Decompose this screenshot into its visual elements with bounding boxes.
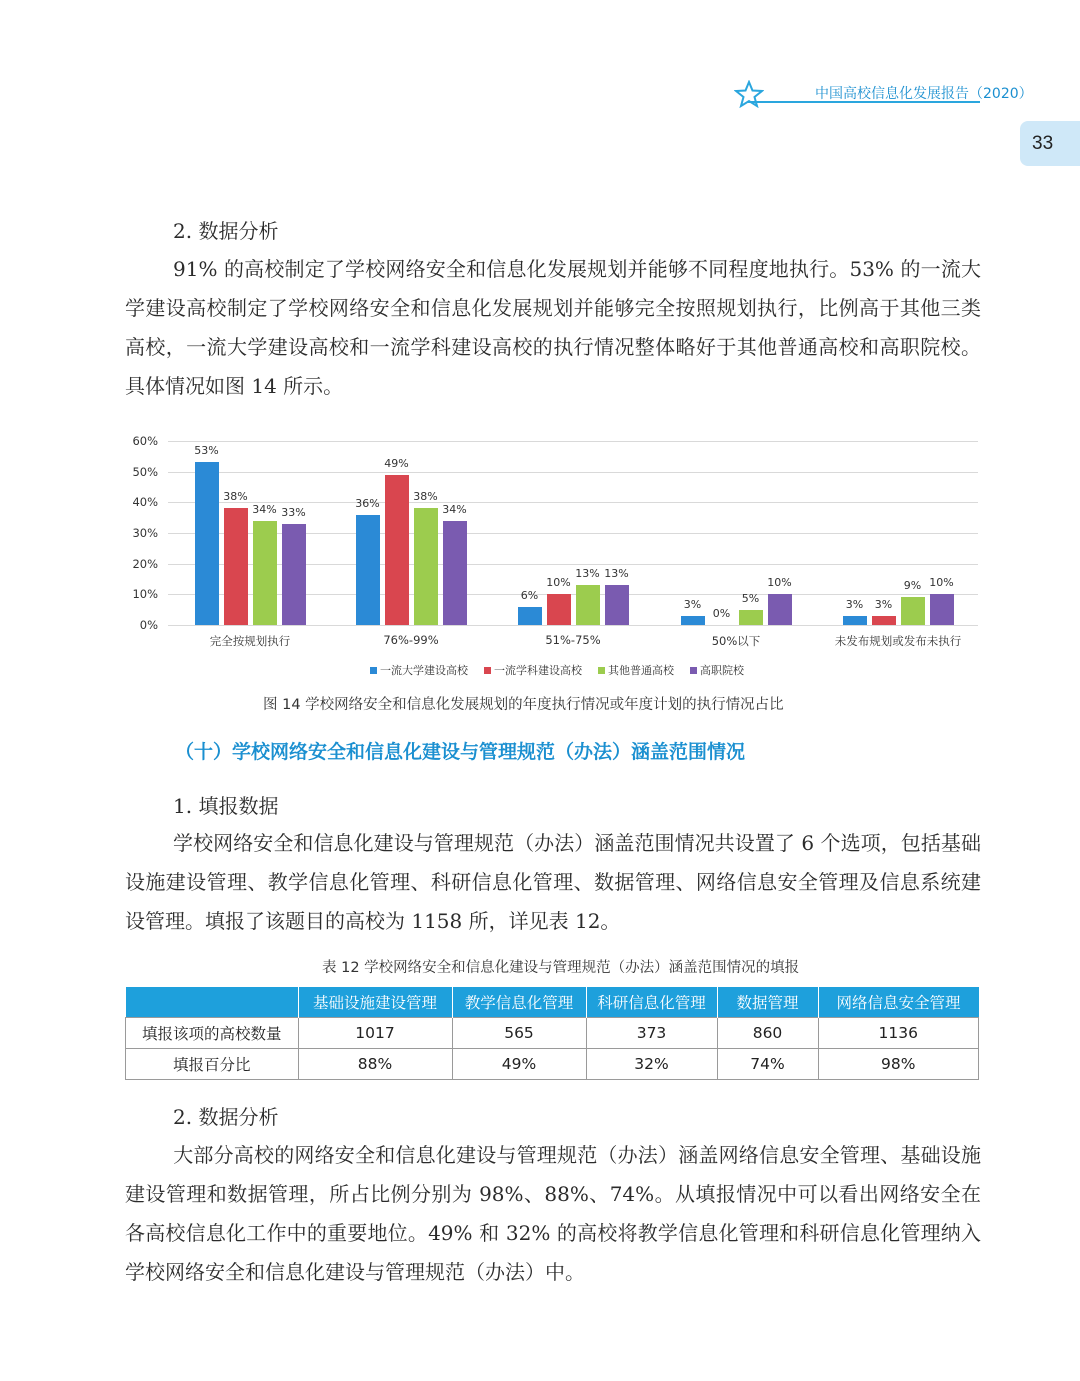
- table-cell: 49%: [452, 1049, 586, 1080]
- bar-value-label: 36%: [355, 496, 380, 510]
- chart-bar: [224, 508, 248, 625]
- bar-value-label: 9%: [903, 579, 922, 593]
- chart-bar: [356, 515, 380, 625]
- legend-item: [598, 662, 674, 678]
- bar-value-label: 3%: [874, 597, 893, 611]
- paragraph-text: 91% 的高校制定了学校网络安全和信息化发展规划并能够不同程度地执行。53% 的一流大学建设高校制定了学校网络安全和信息化发展规划并能够完全按照规划执行，比例高于其他三类高校，一流大学建设高校和一流学科建设高校的执行情况整体略好于其他普通高校和高职院校。具体情况如图 14 所示。: [125, 257, 981, 398]
- chart-bar: [282, 524, 306, 625]
- bar-value-label: 6%: [520, 588, 539, 602]
- star-icon: [734, 80, 764, 108]
- figure-caption: 图 14 学校网络安全和信息化发展规划的年度执行情况或年度计划的执行情况占比: [263, 697, 784, 713]
- table-cell: 565: [452, 1018, 586, 1049]
- paragraph-text: 学校网络安全和信息化建设与管理规范（办法）涵盖范围情况共设置了 6 个选项，包括基础设施建设管理、教学信息化管理、科研信息化管理、数据管理、网络信息安全管理及信息系统建设管理。填报了该题目的高校为 1158 所，详见表 12。: [125, 831, 981, 933]
- legend-item: [370, 662, 468, 678]
- chart-bar: [195, 462, 219, 625]
- table-cell: 98%: [818, 1049, 979, 1080]
- y-tick-label: 40%: [132, 495, 158, 510]
- table-cell: 373: [586, 1018, 717, 1049]
- table-header-cell: 科研信息化管理: [586, 987, 717, 1018]
- gridline: [168, 625, 978, 626]
- chart-bar: [576, 585, 600, 625]
- chart-bar: [518, 607, 542, 625]
- page-number: 33: [1020, 121, 1080, 166]
- chart-bar: [768, 594, 792, 625]
- x-category-label: 50%以下: [711, 634, 761, 648]
- table-cell: 1017: [298, 1018, 452, 1049]
- bar-value-label: 3%: [845, 597, 864, 611]
- table-caption: 表 12 学校网络安全和信息化建设与管理规范（办法）涵盖范围情况的填报: [322, 960, 800, 976]
- bar-value-label: 34%: [252, 502, 277, 516]
- bar-value-label: 10%: [767, 576, 792, 590]
- table-header-cell: [126, 987, 299, 1018]
- bar-value-label: 5%: [741, 591, 760, 605]
- bar-value-label: 0%: [712, 607, 731, 620]
- x-category-label: 未发布规划或发布未执行: [834, 634, 962, 648]
- coverage-table: [125, 987, 979, 1080]
- section-title: （十）学校网络安全和信息化建设与管理规范（办法）涵盖范围情况: [175, 741, 746, 763]
- chart-bar: [901, 597, 925, 625]
- bar-value-label: 38%: [413, 490, 438, 504]
- bar-value-label: 13%: [604, 567, 629, 581]
- legend-swatch-icon: [690, 667, 697, 674]
- paragraph-text: 大部分高校的网络安全和信息化建设与管理规范（办法）涵盖网络信息安全管理、基础设施建设管理和数据管理，所占比例分别为 98%、88%、74%。从填报情况中可以看出网络安全在各高校信息化工作中的重要地位。49% 和 32% 的高校将教学信息化管理和科研信息化管理纳入学校网络安全和信息化建设与管理规范（办法）中。: [125, 1143, 981, 1284]
- subheading-data-analysis-2: 2. 数据分析: [173, 1105, 279, 1129]
- y-tick-label: 10%: [132, 587, 158, 602]
- chart-bar: [443, 521, 467, 625]
- table-cell: 860: [717, 1018, 818, 1049]
- chart-bar: [605, 585, 629, 625]
- table-header-cell: 数据管理: [717, 987, 818, 1018]
- bar-value-label: 10%: [929, 576, 954, 590]
- table-cell: 1136: [818, 1018, 979, 1049]
- gridline: [168, 472, 978, 473]
- gridline: [168, 441, 978, 442]
- table-header-cell: 网络信息安全管理: [818, 987, 979, 1018]
- paragraph-analysis-2: [125, 1136, 981, 1292]
- chart-bar: [843, 616, 867, 625]
- legend-label: 一流学科建设高校: [494, 664, 582, 677]
- bar-value-label: 13%: [575, 567, 600, 581]
- chart-bar: [930, 594, 954, 625]
- legend-swatch-icon: [370, 667, 377, 674]
- table-header-cell: 基础设施建设管理: [298, 987, 452, 1018]
- report-title: 中国高校信息化发展报告（2020）: [815, 86, 1033, 102]
- bar-value-label: 34%: [442, 502, 467, 516]
- bar-value-label: 33%: [281, 505, 306, 519]
- legend-swatch-icon: [484, 667, 491, 674]
- y-tick-label: 0%: [139, 618, 158, 632]
- bar-value-label: 53%: [194, 444, 219, 458]
- legend-label: 其他普通高校: [608, 664, 674, 677]
- gridline: [168, 502, 978, 503]
- bar-value-label: 3%: [683, 597, 702, 611]
- x-category-label: 完全按规划执行: [209, 634, 291, 648]
- bar-value-label: 10%: [546, 576, 571, 590]
- paragraph-analysis-1: [125, 250, 981, 406]
- chart-bar: [414, 508, 438, 625]
- subheading-fill-data: 1. 填报数据: [173, 794, 279, 818]
- legend-label: 高职院校: [700, 664, 744, 677]
- paragraph-fill-data: [125, 824, 981, 941]
- legend-item: [690, 662, 744, 678]
- table-cell: 填报该项的高校数量: [126, 1018, 299, 1049]
- chart-bar: [872, 616, 896, 625]
- bar-value-label: 49%: [384, 456, 409, 470]
- table-cell: 74%: [717, 1049, 818, 1080]
- table-cell: 32%: [586, 1049, 717, 1080]
- x-category-label: 76%-99%: [383, 633, 439, 647]
- chart-bar: [739, 610, 763, 625]
- table-header-cell: 教学信息化管理: [452, 987, 586, 1018]
- subheading-data-analysis: 2. 数据分析: [173, 219, 279, 243]
- chart-legend: [370, 662, 744, 678]
- chart-bar: [253, 521, 277, 625]
- y-tick-label: 60%: [132, 434, 158, 448]
- y-tick-label: 50%: [132, 464, 158, 479]
- bar-value-label: 38%: [223, 490, 248, 504]
- legend-label: 一流大学建设高校: [380, 664, 468, 677]
- legend-swatch-icon: [598, 667, 605, 674]
- y-tick-label: 30%: [132, 526, 158, 540]
- table-cell: 填报百分比: [126, 1049, 299, 1080]
- y-tick-label: 20%: [132, 556, 158, 571]
- x-category-label: 51%-75%: [545, 633, 601, 647]
- table-cell: 88%: [298, 1049, 452, 1080]
- table-header-row: [126, 987, 979, 1018]
- legend-item: [484, 662, 582, 678]
- bar-chart: [120, 430, 990, 685]
- table-row: [126, 1018, 979, 1049]
- table-row: [126, 1049, 979, 1080]
- chart-bar: [547, 594, 571, 625]
